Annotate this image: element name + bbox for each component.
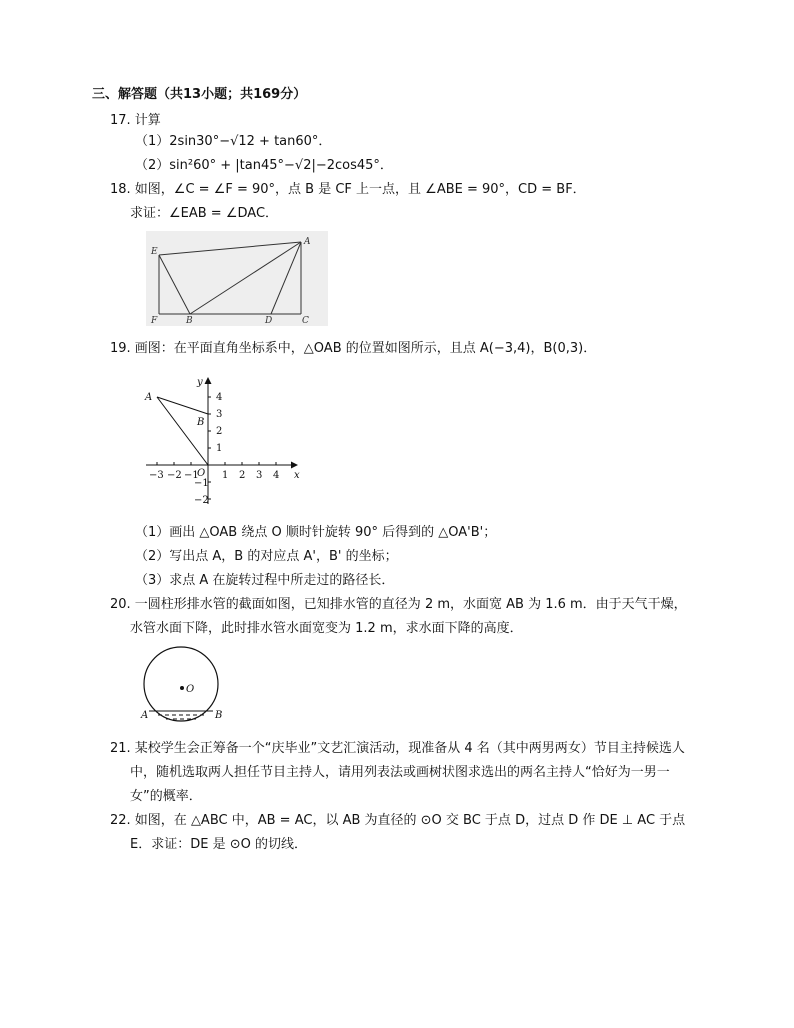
label-x: x [294, 470, 300, 481]
q20-line2: 水管水面下降，此时排水管水面宽变为 1.2 m，求水面下降的高度． [130, 621, 523, 636]
ytick-5: −2 [194, 495, 209, 506]
q20-line1: 20. 一圆柱形排水管的截面如图，已知排水管的直径为 2 m，水面宽 AB 为 1.6 m．由于天气干燥， [110, 597, 687, 612]
q19-coordinate-figure [140, 372, 310, 510]
label-f: F [151, 316, 158, 326]
q20-pipe-figure [138, 644, 230, 724]
label-c: C [302, 316, 309, 326]
ytick-3: 1 [216, 443, 223, 454]
q22-line2: E．求证：DE 是 ⊙O 的切线． [130, 837, 307, 852]
q19-part2: （2）写出点 A，B 的对应点 A'，B' 的坐标； [135, 549, 398, 564]
label-b: B [197, 417, 205, 428]
q21-line2: 中，随机选取两人担任节目主持人，请用列表法或画树状图求选出的两名主持人“恰好为一男一 [130, 765, 670, 780]
label-d: D [265, 316, 273, 326]
xtick-6: 4 [273, 470, 280, 481]
xtick-4: 2 [239, 470, 246, 481]
label-o: O [197, 468, 206, 479]
q22-line1: 22. 如图，在 △ABC 中，AB = AC，以 AB 为直径的 ⊙O 交 BC 于点 D，过点 D 作 DE ⊥ AC 于点 [110, 813, 686, 828]
xtick-3: 1 [222, 470, 229, 481]
center-point [180, 686, 184, 690]
segment-ab [157, 397, 208, 414]
q19-part1: （1）画出 △OAB 绕点 O 顺时针旋转 90° 后得到的 △OA'B'； [135, 525, 497, 540]
q21-line1: 21. 某校学生会正筹备一个“庆毕业”文艺汇演活动，现准备从 4 名（其中两男两女）节目主持候选人 [110, 741, 685, 756]
label-a: A [145, 392, 153, 403]
q19-line1: 19. 画图：在平面直角坐标系中，△OAB 的位置如图所示，且点 A(−3,4)，B(0,3)． [110, 341, 597, 356]
q21-line3: 女”的概率． [130, 789, 202, 804]
segment-ao [157, 397, 208, 465]
xtick-5: 3 [256, 470, 263, 481]
label-a: A [304, 237, 311, 247]
q17-part1: （1）2sin30°−√12 + tan60°． [135, 134, 332, 149]
q18-figure [145, 230, 330, 328]
xtick-1: −2 [167, 470, 182, 481]
q17-title: 17. 计算 [110, 113, 161, 128]
pipe-circle [144, 647, 218, 721]
label-e: E [151, 247, 158, 257]
label-b: B [215, 710, 223, 721]
label-a: A [141, 710, 149, 721]
xtick-2: −1 [184, 470, 199, 481]
q19-part3: （3）求点 A 在旋转过程中所走过的路径长． [135, 573, 395, 588]
ytick-0: 4 [216, 392, 223, 403]
q17-part2: （2）sin²60° + |tan45°−√2|−2cos45°． [135, 158, 393, 173]
label-y: y [197, 377, 203, 388]
section-heading: 三、解答题（共13小题；共169分） [92, 87, 307, 102]
ytick-1: 3 [216, 409, 223, 420]
q18-line2: 求证：∠EAB = ∠DAC． [130, 206, 279, 221]
xtick-0: −3 [149, 470, 164, 481]
ytick-2: 2 [216, 426, 223, 437]
ytick-4: −1 [194, 478, 209, 489]
q18-line1: 18. 如图，∠C = ∠F = 90°，点 B 是 CF 上一点，且 ∠ABE = 90°，CD = BF． [110, 182, 586, 197]
label-b: B [186, 316, 193, 326]
label-o: O [186, 684, 195, 695]
